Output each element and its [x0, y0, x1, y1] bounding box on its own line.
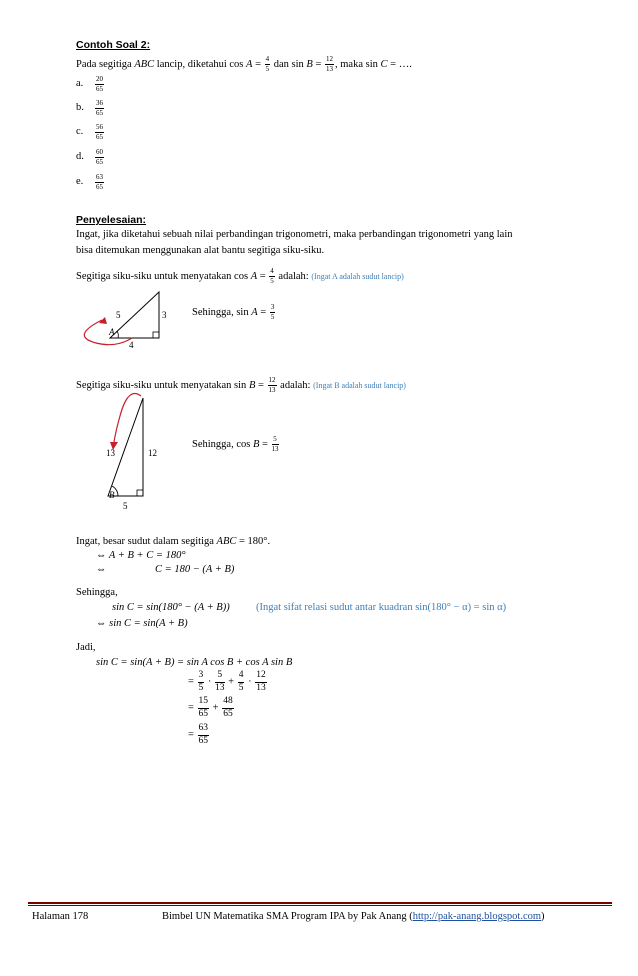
- solution-intro-1: Ingat, jika diketahui sebuah nilai perbandingan trigonometri, maka perbandingan trigonometri yang lain: [76, 229, 513, 240]
- angle-sum-step1: ⇔ A + B + C = 180°: [96, 550, 186, 561]
- footer-book-title: Bimbel UN Matematika SMA Program IPA by Pak Anang (http://pak-anang.blogspot.com): [162, 911, 545, 922]
- triangle1-angle: A: [109, 327, 115, 337]
- footer-blog-link[interactable]: http://pak-anang.blogspot.com: [412, 911, 542, 922]
- calc-step3: = $\frac{63}{65}$: [188, 723, 209, 746]
- q-triangle-name: ABC: [134, 58, 155, 70]
- q-var-b: B: [306, 58, 313, 70]
- triangle2-angle: B: [109, 490, 115, 500]
- triangle2-hypotenuse: 13: [106, 448, 115, 458]
- q-text-2: lancip, diketahui cos: [156, 58, 244, 70]
- triangle1-hypotenuse: 5: [116, 310, 121, 320]
- q-text-5: = ….: [390, 58, 412, 70]
- footer-rule: [28, 902, 612, 904]
- final-expression: sin C = sin(A + B) = sin A cos B + cos A sin B: [96, 657, 293, 668]
- option-c: c. $\frac{56}{65}$: [76, 123, 103, 141]
- calc-step1: = $\frac{3}{5}$ · $\frac{5}{13}$ + $\frac{4}{5}$ · $\frac{12}{13}$: [188, 670, 266, 693]
- triangle2-result: Sehingga, cos B = $\frac{5}{13}$: [192, 435, 279, 453]
- sin-c-line: sin C = sin(180° − (A + B)): [112, 602, 230, 613]
- q-var-c: C: [380, 58, 388, 70]
- calc-step2: = $\frac{15}{65}$ + $\frac{48}{65}$: [188, 696, 233, 719]
- angle-sum-step2: C = 180 − (A + B): [155, 564, 235, 575]
- sin-relation-note: (Ingat sifat relasi sudut antar kuadran sin(180° − α) = sin α): [256, 602, 507, 613]
- solution-intro-2: bisa ditemukan menggunakan alat bantu segitiga siku-siku.: [76, 245, 325, 256]
- q-text-3: dan sin: [273, 58, 304, 70]
- option-e: e. $\frac{63}{65}$: [76, 173, 103, 191]
- option-a: a. $\frac{20}{65}$: [76, 75, 103, 93]
- angle-sum-step2-arrow: ⇔: [96, 564, 107, 575]
- so-label: Sehingga,: [76, 587, 118, 598]
- question-line: [76, 56, 412, 73]
- q-eq-2: =: [315, 58, 322, 70]
- option-d: d. $\frac{60}{65}$: [76, 148, 103, 166]
- cosA-fraction: $\frac{4}{5}$: [265, 55, 270, 73]
- q-var-a: A: [246, 58, 253, 70]
- triangle1-note: (Ingat A adalah sudut lancip): [311, 271, 404, 281]
- triangle2-opposite: 12: [148, 448, 157, 458]
- example-title: Contoh Soal 2:: [76, 39, 151, 51]
- triangle1-adjacent: 4: [129, 340, 134, 350]
- triangle1-result: Sehingga, sin A = $\frac{3}{5}$: [192, 303, 275, 321]
- solution-title: Penyelesaian:: [76, 214, 147, 226]
- jadi-label: Jadi,: [76, 642, 96, 653]
- q-text-4: , maka sin: [335, 58, 378, 70]
- triangle1-opposite: 3: [162, 310, 167, 320]
- footer-page-number: Halaman 178: [32, 911, 89, 922]
- triangle1-header: Segitiga siku-siku untuk menyatakan cos A = $\frac{4}{5}$ adalah: (Ingat A adalah sudut lancip): [76, 267, 404, 285]
- triangle2-note: (Ingat B adalah sudut lancip): [313, 380, 406, 390]
- sin-c-line2: ⇔ sin C = sin(A + B): [96, 618, 188, 629]
- option-b: b. $\frac{36}{65}$: [76, 99, 103, 117]
- angle-sum-line: Ingat, besar sudut dalam segitiga ABC = 180°.: [76, 536, 271, 547]
- triangle2-adjacent: 5: [123, 501, 128, 511]
- q-text-1: Pada segitiga: [76, 58, 132, 70]
- footer-rule-thin: [28, 905, 612, 906]
- triangle2-header: Segitiga siku-siku untuk menyatakan sin B = $\frac{12}{13}$ adalah: (Ingat B adalah sudut lancip): [76, 376, 406, 394]
- triangle2-diagram: [100, 392, 160, 502]
- q-eq-1: =: [255, 58, 261, 70]
- sinB-fraction: $\frac{12}{13}$: [326, 55, 334, 73]
